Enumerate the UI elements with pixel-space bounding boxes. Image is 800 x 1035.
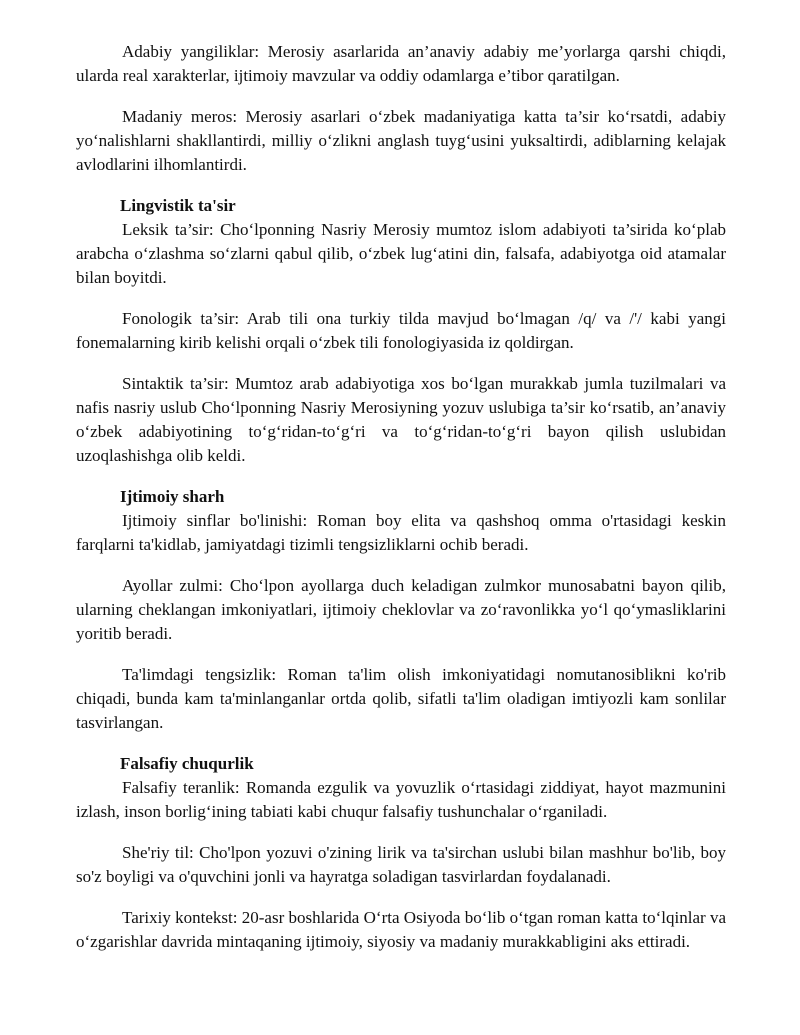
paragraph-social-class-division: Ijtimoiy sinflar bo'linishi: Roman boy elita va qashshoq omma o'rtasidagi keskin farqlarni ta'kidlab, jamiyatdagi tizimli tengsizliklarni ochib beradi.: [76, 511, 726, 554]
paragraph-poetic-language: She'riy til: Cho'lpon yozuvi o'zining lirik va ta'sirchan uslubi bilan mashhur bo'lib, boy so'z boyligi va o'quvchini jonli va hayratga soladigan tasvirlardan foydalanadi.: [76, 843, 726, 886]
section-philosophical-depth: [76, 752, 726, 954]
section-linguistic-impact: [76, 194, 726, 468]
paragraph-lexical-impact: Leksik ta’sir: Choʻlponning Nasriy Merosiy mumtoz islom adabiyoti ta’sirida koʻplab arabcha oʻzlashma soʻzlarni qabul qilib, oʻzbek lugʻatini din, falsafa, adabiyotga oid atamalar bilan boyitdi.: [76, 220, 726, 287]
section-social-commentary: [76, 485, 726, 735]
paragraph-literary-innovations: Adabiy yangiliklar: Merosiy asarlarida an’anaviy adabiy me’yorlarga qarshi chiqdi, ularda real xarakterlar, ijtimoiy mavzular va oddiy odamlarga e’tibor qaratilgan.: [76, 42, 726, 85]
paragraph-historical-context: Tarixiy kontekst: 20-asr boshlarida Oʻrta Osiyoda boʻlib oʻtgan roman katta toʻlqinlar va oʻzgarishlar davrida mintaqaning ijtimoiy, siyosiy va madaniy murakkabligini aks ettiradi.: [76, 908, 726, 951]
section-heading: Falsafiy chuqurlik: [120, 754, 254, 773]
paragraph-women-oppression: Ayollar zulmi: Choʻlpon ayollarga duch keladigan zulmkor munosabatni bayon qilib, ularning cheklangan imkoniyatlari, ijtimoiy cheklovlar va zoʻravonlikka yoʻl qoʻymasliklarini yoritib beradi.: [76, 576, 726, 643]
paragraph-syntactic-impact: Sintaktik ta’sir: Mumtoz arab adabiyotiga xos boʻlgan murakkab jumla tuzilmalari va nafis nasriy uslub Choʻlponning Nasriy Merosiyning yozuv uslubiga ta’sir koʻrsatib, an’anaviy oʻzbek adabiyotining toʻgʻridan-toʻgʻri va toʻgʻridan-toʻgʻri bayon qilish uslubidan uzoqlashishga olib keldi.: [76, 374, 726, 465]
paragraph-cultural-heritage: Madaniy meros: Merosiy asarlari oʻzbek madaniyatiga katta ta’sir koʻrsatdi, adabiy yoʻnalishlarni shakllantirdi, milliy oʻzlikni anglash tuygʻusini yuksaltirdi, adiblarning kelajak avlodlarini ilhomlantirdi.: [76, 107, 726, 174]
document-page: [76, 40, 726, 971]
paragraph-phonological-impact: Fonologik ta’sir: Arab tili ona turkiy tilda mavjud boʻlmagan /q/ va /'/ kabi yangi fonemalarning kirib kelishi orqali oʻzbek tili fonologiyasida iz qoldirgan.: [76, 309, 726, 352]
section-heading: Lingvistik ta'sir: [120, 196, 236, 215]
paragraph-education-inequality: Ta'limdagi tengsizlik: Roman ta'lim olish imkoniyatidagi nomutanosiblikni ko'rib chiqadi, bunda kam ta'minlanganlar ortda qolib, sifatli ta'lim oladigan imtiyozli kam sonlilar tasvirlangan.: [76, 665, 726, 732]
section-heading: Ijtimoiy sharh: [120, 487, 225, 506]
paragraph-philosophical-depth: Falsafiy teranlik: Romanda ezgulik va yovuzlik oʻrtasidagi ziddiyat, hayot mazmunini izlash, inson borligʻining tabiati kabi chuqur falsafiy tushunchalar oʻrganiladi.: [76, 778, 726, 821]
